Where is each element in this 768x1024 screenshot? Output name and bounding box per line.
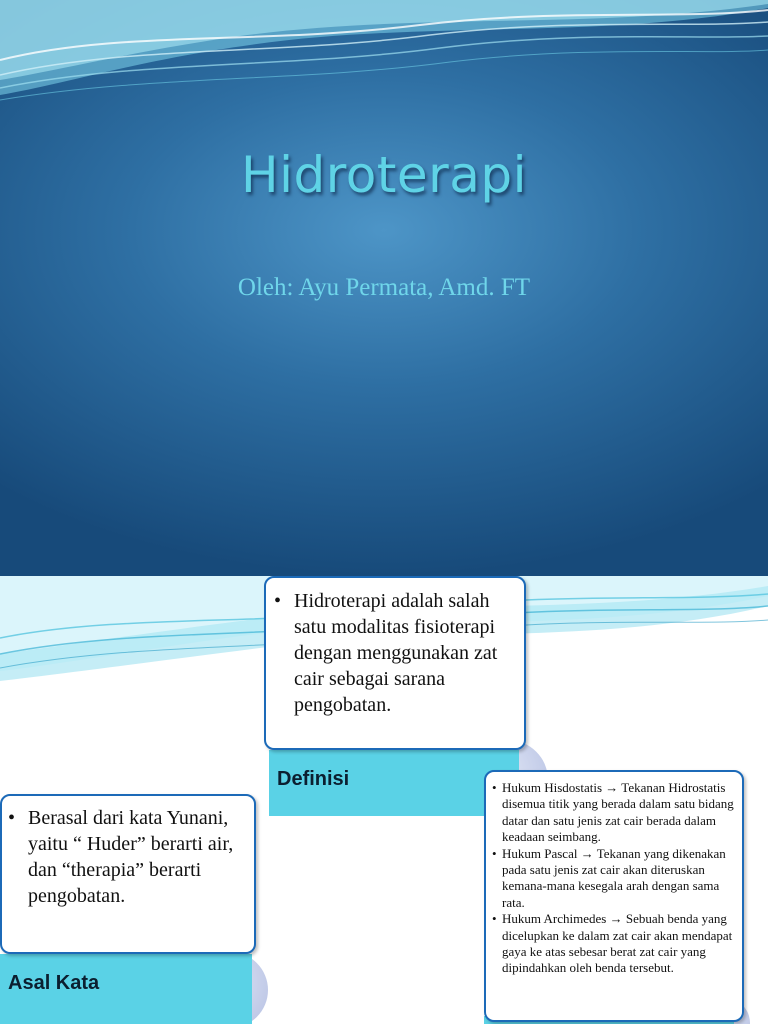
definisi-box [264,576,526,750]
list-item: • Hukum Archimedes → Sebuah benda yang dicelupkan ke dalam zat cair akan mendapat gaya ke atas sebesar berat zat cair yang dipindahkan oleh benda tersebut. [492,911,733,976]
definisi-label: Definisi [269,750,519,816]
list-item: • Hukum Hisdostatis → Tekanan Hidrostatis disemua titik yang berada dalam satu bidang datar dan satu jenis zat cair berada dalam keadaan seimbang. [492,780,734,845]
list-item: • Hukum Pascal → Tekanan yang dikenakan pada satu jenis zat cair akan diteruskan kemana-mana kesegala arah dengan sama rata. [492,845,726,910]
asal-kata-box [0,794,256,954]
slide-title: Hidroterapi [241,146,527,204]
content-slide [0,576,768,1024]
list-item: • Berasal dari kata Yunani, yaitu “ Huder” berarti air, dan “therapia” berarti pengobatan. [8,807,234,907]
hukum-box [484,770,744,1022]
slide-subtitle: Oleh: Ayu Permata, Amd. FT [237,274,531,301]
asal-kata-label: Asal Kata [0,954,252,1024]
wave-decoration [0,0,768,110]
list-item: • Hidroterapi adalah salah satu modalitas fisioterapi dengan menggunakan zat cair sebagai sarana pengobatan. [274,590,498,716]
